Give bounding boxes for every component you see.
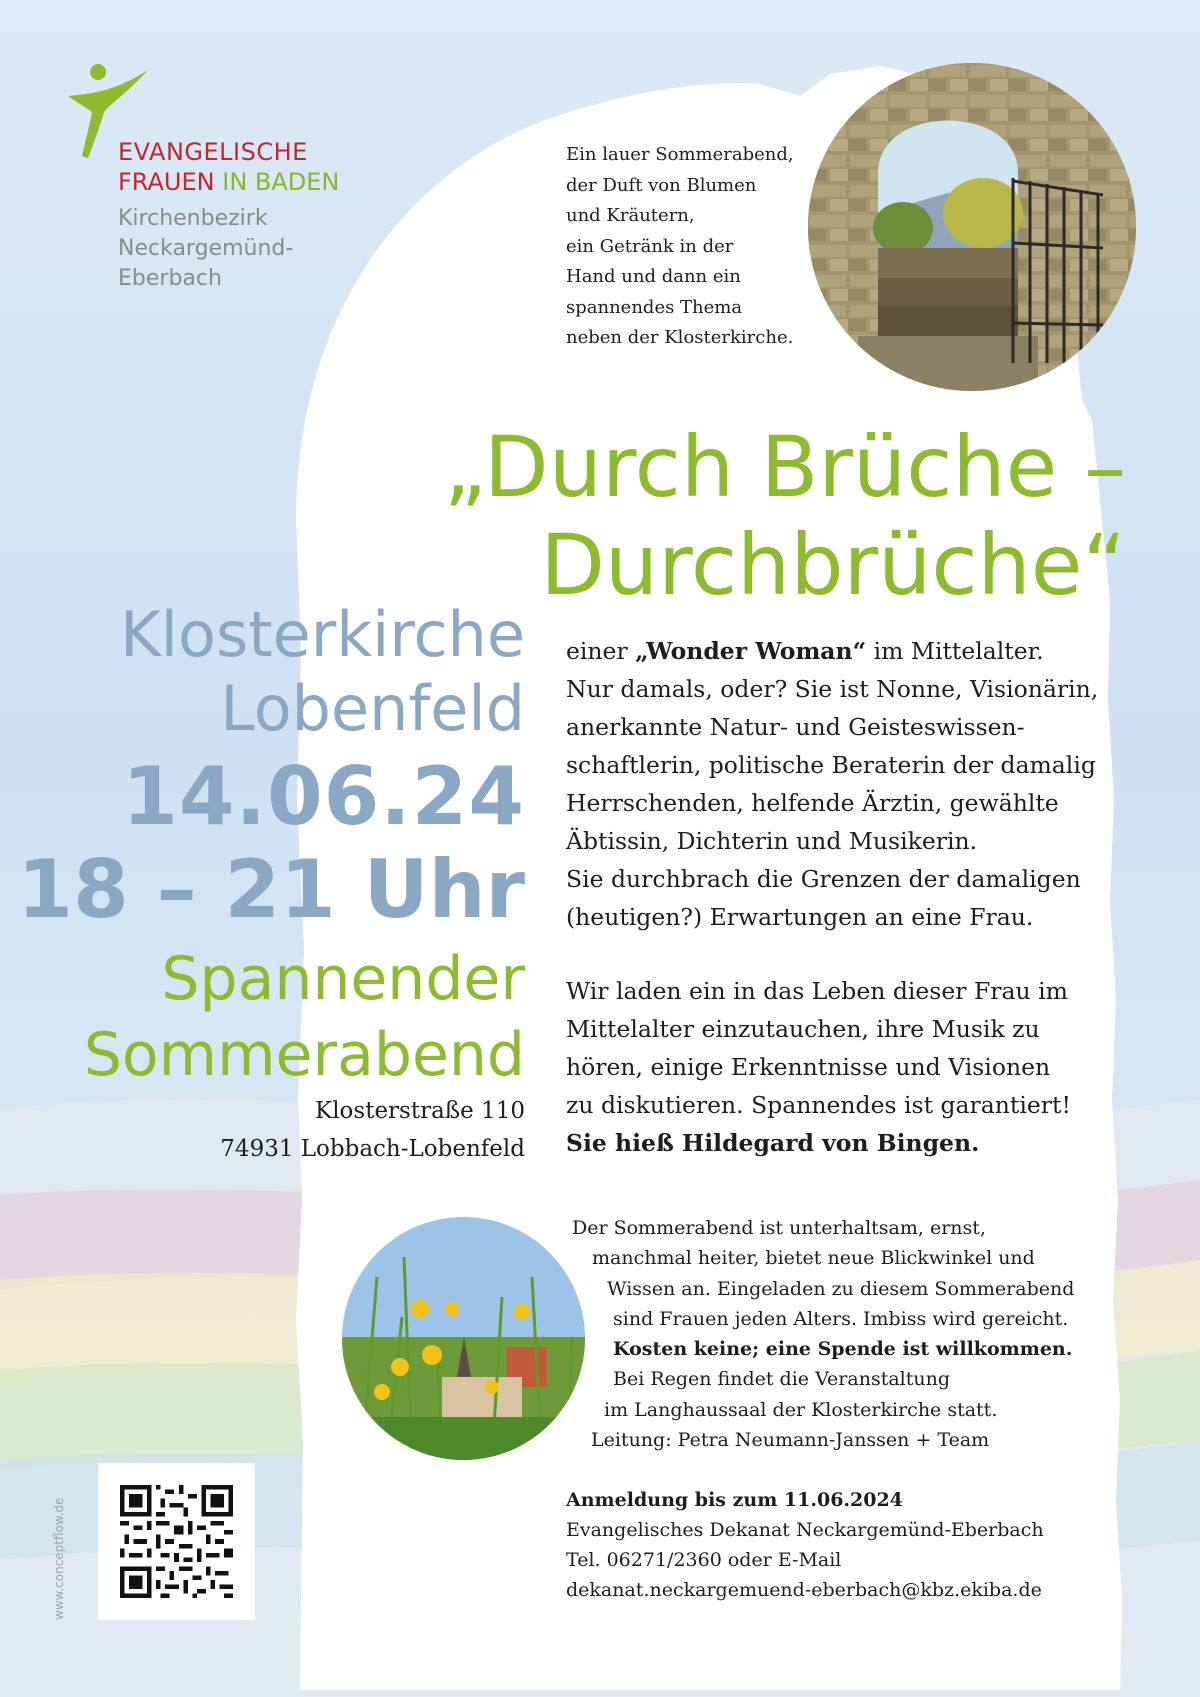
body-line (566, 632, 1098, 670)
logo-district-line: Neckargemünd- (118, 236, 294, 261)
intro-line: Hand und dann ein (566, 266, 741, 287)
details-line: Wissen an. Eingeladen zu diesem Sommerabend (607, 1277, 1075, 1300)
contact-email[interactable]: dekanat.neckargemuend-eberbach@kbz.ekiba.de (566, 1579, 1042, 1601)
closing-bold: Sie hieß Hildegard von Bingen. (566, 1129, 980, 1157)
registration-contact (566, 1485, 1044, 1605)
qr-code[interactable] (98, 1463, 255, 1620)
intro-line: der Duft von Blumen (566, 174, 757, 196)
body-line: anerkannte Natur- und Geisteswissen- (566, 713, 1025, 741)
body-line: zu diskutieren. Spannendes ist garantiert! (566, 1091, 1071, 1119)
address-line: 74931 Lobbach-Lobenfeld (220, 1136, 525, 1162)
closing-line (566, 1124, 1098, 1162)
details-line: sind Frauen jeden Alters. Imbiss wird gereicht. (613, 1307, 1069, 1330)
contact-line: Tel. 06271/2360 oder E-Mail (566, 1549, 842, 1571)
logo-district (118, 204, 293, 294)
logo-district-line: Kirchenbezirk (118, 206, 268, 231)
details-line: im Langhaussaal der Klosterkirche statt. (604, 1398, 998, 1421)
body-line: Mittelalter einzutauchen, ihre Musik zu (566, 1015, 1040, 1043)
venue-line: Lobenfeld (220, 672, 525, 745)
event-date: 14.06.24 (122, 750, 525, 843)
intro-line: spannendes Thema (566, 296, 743, 318)
intro-line: neben der Klosterkirche. (566, 327, 794, 348)
details-line: manchmal heiter, bietet neue Blickwinkel und (592, 1247, 1035, 1270)
body-line: Sie durchbrach die Grenzen der damaligen (566, 865, 1081, 893)
body-line: Äbtissin, Dichterin und Musikerin. (566, 827, 978, 855)
intro-line: Ein lauer Sommerabend, (566, 144, 794, 165)
intro-text (566, 140, 816, 354)
headline-line: „Durch Brüche – (443, 418, 1126, 516)
headline (444, 418, 1126, 614)
cost-line (613, 1334, 1080, 1364)
headline-line: Durchbrüche“ (540, 516, 1126, 614)
event-time: 18 – 21 Uhr (17, 843, 525, 936)
stone-arch-photo (808, 63, 1136, 391)
venue-line: Klosterkirche (120, 598, 525, 671)
address-line: Klosterstraße 110 (315, 1098, 525, 1124)
details-line: Der Sommerabend ist unterhaltsam, ernst, (572, 1217, 986, 1239)
details-line: Leitung: Petra Neumann-Janssen + Team (591, 1429, 990, 1452)
subtitle-line: Sommerabend (83, 1020, 525, 1090)
intro-line: ein Getränk in der (566, 235, 734, 257)
logo-text-line2 (118, 168, 339, 196)
body-line: Herrschenden, helfende Ärztin, gewählte (566, 789, 1059, 817)
details-line: Bei Regen findet die Veranstaltung (613, 1368, 950, 1391)
intro-line: und Kräutern, (566, 205, 695, 226)
event-details (17, 598, 525, 1090)
cost-bold: Kosten keine; eine Spende ist willkommen. (613, 1338, 1073, 1361)
body-suffix: im Mittelalter. (866, 637, 1044, 665)
paragraph-gap (566, 936, 1098, 972)
qr-code-icon (120, 1485, 233, 1598)
logo-text-frauen: FRAUEN (118, 168, 215, 196)
details-text (566, 1213, 1075, 1455)
designer-credit: www.conceptflow.de (52, 1497, 66, 1620)
body-line: Nur damals, oder? Sie ist Nonne, Visionärin, (566, 675, 1099, 703)
flower-meadow-photo (342, 1217, 585, 1460)
logo-district-line: Eberbach (118, 266, 222, 291)
body-prefix: einer (566, 637, 636, 665)
wonder-woman-label: „Wonder Woman“ (635, 637, 867, 665)
body-text (566, 632, 1098, 1162)
logo-text-in-baden: IN BADEN (214, 168, 340, 196)
registration-heading-bold: Anmeldung bis zum 11.06.2024 (566, 1489, 903, 1511)
contact-line: Evangelisches Dekanat Neckargemünd-Eberbach (566, 1519, 1044, 1541)
venue-address (220, 1092, 525, 1168)
body-line: schaftlerin, politische Beraterin der damalig (566, 751, 1096, 779)
body-line: (heutigen?) Erwartungen an eine Frau. (566, 903, 1034, 931)
body-line: Wir laden ein in das Leben dieser Frau im (566, 977, 1068, 1005)
logo-text-line1: EVANGELISCHE (118, 138, 308, 166)
body-line: hören, einige Erkenntnisse und Visionen (566, 1053, 1051, 1081)
subtitle-line: Spannender (161, 944, 525, 1014)
registration-heading (566, 1485, 1044, 1515)
